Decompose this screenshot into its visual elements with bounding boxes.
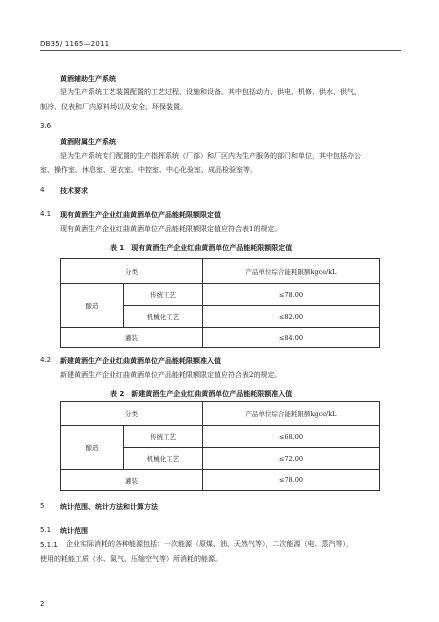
standard-header: DB35/ 1165—2011 [40,40,110,48]
table1-caption: 表 1 现有黄酒生产企业红曲黄酒单位产品能耗限额限定值 [110,244,293,252]
section-number-4-1: 4.1 [40,210,52,218]
aux-line-2: 制冷、仪表和厂内原料场以及安全、环保装置。 [40,103,187,111]
table2-caption: 表 2 新建黄酒生产企业红曲黄酒单位产品能耗限额准入值 [110,390,293,398]
table1-row2-value: ≤82.00 [203,306,380,328]
table-2 [60,401,380,491]
sec42-text: 新建黄酒生产企业红曲黄酒单位产品能耗限额限定值应符合表2的规定。 [60,371,282,379]
section-title-aux: 黄酒辅助生产系统 [60,75,116,83]
sec511-line-2: 使用的耗能工质（水、氮气、压缩空气等）所消耗的能源。 [40,555,222,563]
section-number-5-1-1: 5.1.1 [40,541,58,549]
sec41-text: 现有黄酒生产企业红曲黄酒单位产品能耗限额限定值应符合表1的规定。 [60,225,282,233]
table2-header-value: 产品单位综合能耗限额kgce/kL [203,402,380,426]
table2-row3-value: ≤78.00 [203,470,380,491]
table2-row1-value: ≤68.00 [203,426,380,448]
header-rule [40,50,401,51]
section-number-5-1: 5.1 [40,526,52,534]
section-title-4-1: 现有黄酒生产企业红曲黄酒单位产品能耗限额限定值 [60,211,221,219]
section-number-3-6: 3.6 [40,122,52,130]
section-title-4-2: 新建黄酒生产企业红曲黄酒单位产品能耗限额准入值 [60,357,221,365]
table2-group-label: 酿造 [61,426,124,470]
table1-row2-label: 机械化工艺 [124,306,203,328]
table2-row1-label: 传统工艺 [124,426,203,448]
table1-row3-value: ≤84.00 [203,328,380,348]
section-title-4: 技术要求 [60,187,88,195]
table1-header-category: 分类 [61,259,203,284]
section-title-3-6: 黄酒附属生产系统 [60,138,116,146]
sec36-line-1: 是为生产系统专门配置的生产指挥系统（厂部）和厂区内为生产服务的部门和单位，其中包括办公 [60,152,361,160]
aux-line-1: 是为生产系统工艺装置配置的工艺过程、设施和设备。其中包括动力、供电、机修、供水、供气、 [60,88,361,96]
section-title-5-1: 统计范围 [60,527,88,535]
table2-row3-label: 灌装 [61,470,203,491]
table1-group-label: 酿造 [61,284,124,328]
sec36-line-2: 室、操作室、休息室、更衣室、中控室、中心化验室、成品检验室等。 [40,166,257,174]
table2-row2-value: ≤72.00 [203,448,380,470]
table2-header-category: 分类 [61,402,203,426]
page-number: 2 [40,600,45,608]
section-number-4: 4 [40,186,45,194]
table1-row3-label: 灌装 [61,328,203,348]
sec511-line-1: 企业实际消耗的各种能源包括：一次能源（原煤、油、天然气等），二次能源（电、蒸汽等）， [66,540,353,548]
table2-row2-label: 机械化工艺 [124,448,203,470]
section-title-5: 统计范围、统计方法和计算方法 [60,503,158,511]
table-1 [60,258,380,348]
section-number-5: 5 [40,502,45,510]
table1-row1-value: ≤78.00 [203,284,380,306]
section-number-4-2: 4.2 [40,356,52,364]
table1-header-value: 产品单位综合能耗限额kgce/kL [203,259,380,284]
table1-row1-label: 传统工艺 [124,284,203,306]
